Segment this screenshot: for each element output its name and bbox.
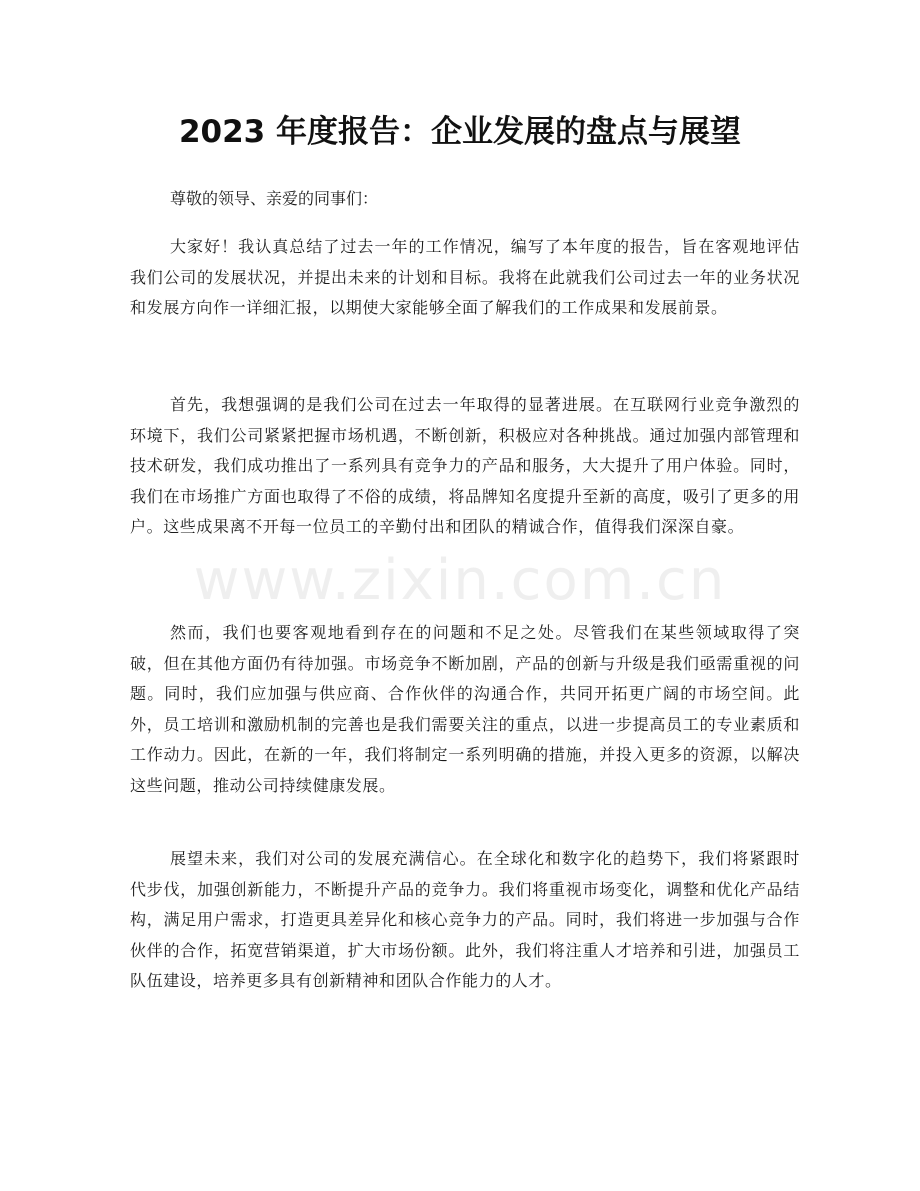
- paragraph-achievements: 首先，我想强调的是我们公司在过去一年取得的显著进展。在互联网行业竞争激烈的环境下，我们公司紧紧把握市场机遇，不断创新，积极应对各种挑战。通过加强内部管理和技术研发，我们成功推出了一系列具有竞争力的产品和服务，大大提升了用户体验。同时，我们在市场推广方面也取得了不俗的成绩，将品牌知名度提升至新的高度，吸引了更多的用户。这些成果离不开每一位员工的辛勤付出和团队的精诚合作，值得我们深深自豪。: [130, 395, 800, 536]
- watermark: www.zixin.com.cn: [193, 548, 727, 613]
- paragraph-intro: 大家好！我认真总结了过去一年的工作情况，编写了本年度的报告，旨在客观地评估我们公司的发展状况，并提出未来的计划和目标。我将在此就我们公司过去一年的业务状况和发展方向作一详细汇报，以期使大家能够全面了解我们的工作成果和发展前景。: [130, 237, 800, 317]
- paragraph-outlook: 展望未来，我们对公司的发展充满信心。在全球化和数字化的趋势下，我们将紧跟时代步伐，加强创新能力，不断提升产品的竞争力。我们将重视市场变化，调整和优化产品结构，满足用户需求，打造更具差异化和核心竞争力的产品。同时，我们将进一步加强与合作伙伴的合作，拓宽营销渠道，扩大市场份额。此外，我们将注重人才培养和引进，加强员工队伍建设，培养更多具有创新精神和团队合作能力的人才。: [130, 849, 800, 990]
- document-title: 2023 年度报告：企业发展的盘点与展望: [178, 114, 742, 150]
- paragraph-issues: 然而，我们也要客观地看到存在的问题和不足之处。尽管我们在某些领域取得了突破，但在其他方面仍有待加强。市场竞争不断加剧，产品的创新与升级是我们亟需重视的问题。同时，我们应加强与供应商、合作伙伴的沟通合作，共同开拓更广阔的市场空间。此外，员工培训和激励机制的完善也是我们需要关注的重点，以进一步提高员工的专业素质和工作动力。因此，在新的一年，我们将制定一系列明确的措施，并投入更多的资源，以解决这些问题，推动公司持续健康发展。: [130, 623, 800, 795]
- greeting-line: 尊敬的领导、亲爱的同事们：: [170, 189, 379, 208]
